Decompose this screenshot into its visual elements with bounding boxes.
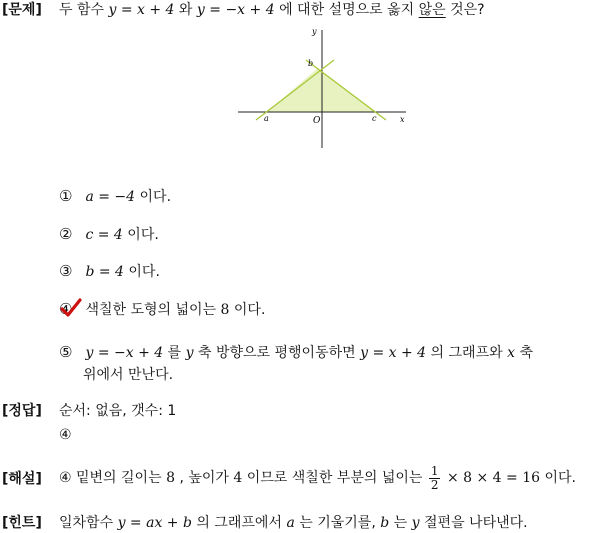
- choice-1[interactable]: ① a = −4 이다.: [59, 187, 172, 205]
- answer-line-2: ④: [59, 427, 72, 443]
- label-origin: O: [313, 116, 321, 126]
- label-x: x: [400, 115, 405, 124]
- label-y: y: [312, 27, 317, 36]
- label-c: c: [372, 114, 377, 123]
- choice-5[interactable]: ⑤ y = −x + 4 를 y 축 방향으로 평행이동하면 y = x + 4 의 그래프와 x 축: [59, 343, 533, 361]
- equation-1: y = x + 4: [108, 2, 175, 18]
- choice-4[interactable]: ④ 색칠한 도형의 넓이는 8 이다.: [59, 300, 266, 318]
- answer-line-1: 순서: 없음, 갯수: 1: [59, 403, 177, 419]
- explanation-text: ④ 밑변의 길이는 8 , 높이가 4 이므로 색칠한 부분의 넓이는 $\frac{1}{2}$ × 8 × 4 = 16 이다.: [59, 463, 576, 492]
- problem-tag: [문제]: [2, 2, 42, 18]
- choice-3[interactable]: ③ b = 4 이다.: [59, 262, 160, 280]
- choice-2[interactable]: ② c = 4 이다.: [59, 225, 159, 243]
- function-graph: [236, 24, 412, 150]
- answer-tag: [정답]: [2, 403, 42, 419]
- equation-2: y = −x + 4: [196, 2, 275, 18]
- choice-5-line-2: 위에서 만난다.: [83, 367, 174, 383]
- label-b: b: [308, 59, 314, 68]
- problem-question: 두 함수 y = x + 4 와 y = −x + 4 에 대한 설명으로 옳지 않은 것은?: [59, 2, 485, 18]
- emphasis-not: 않은: [418, 2, 446, 18]
- explanation-tag: [해설]: [2, 471, 42, 487]
- hint-tag: [힌트]: [2, 515, 42, 531]
- hint-text: 일차함수 y = ax + b 의 그래프에서 a 는 기울기를, b 는 y 절편을 나타낸다.: [59, 515, 528, 531]
- checkmark-icon: [60, 298, 82, 318]
- fraction-one-half: $\frac{1}{2}$: [430, 463, 439, 492]
- label-a: a: [264, 114, 269, 123]
